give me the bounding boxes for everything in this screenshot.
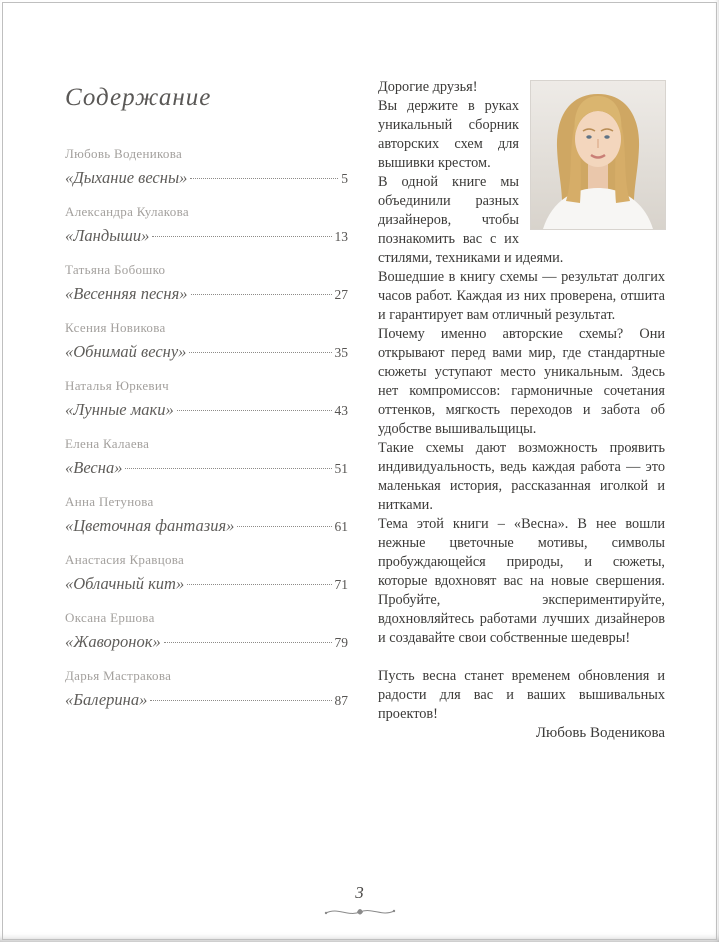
- letter-paragraph: В одной книге мы объединили разных дизайнеров, чтобы познакомить вас с их стилями, техниками и идеями.: [378, 174, 564, 266]
- toc-entry: [65, 668, 348, 710]
- toc-entry: [65, 262, 348, 304]
- letter-paragraph: Вошедшие в книгу схемы — результат долгих часов работ. Каждая из них проверена, отшита и гарантирует вам отличный результат.: [378, 269, 665, 323]
- letter-paragraph: Вы держите в руках уникальный сборник авторских схем для вышивки крестом.: [378, 98, 519, 171]
- toc-author: Дарья Мастракова: [65, 668, 172, 683]
- toc-entry: [65, 204, 348, 246]
- dot-leader: [187, 584, 331, 585]
- dot-leader: [190, 178, 338, 179]
- toc-work-title: «Весенняя песня»: [65, 284, 188, 303]
- letter-salutation: Дорогие друзья!: [378, 79, 478, 95]
- letter-paragraph: Тема этой книги – «Весна». В нее вошли нежные цветочные мотивы, символы пробуждающейся природы, и сюжеты, которые вдохновят вас на новые свершения. Пробуйте, экспериментируйте, вдохновляйтесь работами лучших дизайнеров и создавайте свои собственные шедевры!: [378, 516, 665, 646]
- toc-author: Александра Кулакова: [65, 204, 189, 219]
- dot-leader: [164, 642, 332, 643]
- toc-work-title: «Весна»: [65, 458, 123, 477]
- toc-author: Татьяна Бобошко: [65, 262, 166, 277]
- flourish-icon: [0, 905, 719, 924]
- toc-work-title: «Ландыши»: [65, 226, 150, 245]
- toc-title-row: [65, 574, 348, 594]
- toc-title-row: [65, 632, 348, 652]
- toc-entry: [65, 146, 348, 188]
- toc-entry: [65, 320, 348, 362]
- toc-title-row: [65, 342, 348, 362]
- toc-author: Анастасия Кравцова: [65, 552, 185, 567]
- toc-title-row: [65, 400, 348, 420]
- dot-leader: [189, 352, 331, 353]
- letter-paragraph: Почему именно авторские схемы? Они открывают перед вами мир, где стандартные сюжеты уступают место уникальным. Здесь нет компромиссов: гармоничные сочетания оттенков, мягкость переходов и забота об удобстве вышивальщицы.: [378, 326, 665, 437]
- toc-title-row: [65, 226, 348, 246]
- toc-title-row: [65, 168, 348, 188]
- dot-leader: [177, 410, 332, 411]
- toc-work-title: «Балерина»: [65, 690, 148, 709]
- dot-leader: [152, 236, 331, 237]
- toc-entry: [65, 436, 348, 478]
- toc-title-row: [65, 458, 348, 478]
- toc-author: Елена Калаева: [65, 436, 150, 451]
- dot-leader: [237, 526, 331, 527]
- toc-author: Любовь Воденикова: [65, 146, 183, 161]
- toc-entry: [65, 610, 348, 652]
- toc-entry: [65, 378, 348, 420]
- toc-page-number: 71: [334, 577, 348, 592]
- toc-entry: [65, 552, 348, 594]
- toc-page-number: 27: [334, 287, 348, 302]
- toc-work-title: «Цветочная фантазия»: [65, 516, 235, 535]
- table-of-contents: [65, 84, 348, 726]
- author-portrait-photo: [531, 81, 665, 229]
- editor-letter: [378, 78, 665, 744]
- toc-work-title: «Дыхание весны»: [65, 168, 188, 187]
- toc-page-number: 5: [341, 171, 348, 186]
- toc-title-row: [65, 516, 348, 536]
- toc-author: Ксения Новикова: [65, 320, 166, 335]
- toc-author: Наталья Юркевич: [65, 378, 169, 393]
- dot-leader: [125, 468, 331, 469]
- toc-title-row: [65, 690, 348, 710]
- dot-leader: [150, 700, 331, 701]
- letter-paragraph: Такие схемы дают возможность проявить индивидуальность, ведь каждая работа — это маленькая история, рассказанная иголкой и нитками.: [378, 440, 665, 513]
- letter-paragraph: Пусть весна станет временем обновления и радости для вас и ваших вышивальных проектов!: [378, 668, 665, 722]
- dot-leader: [191, 294, 332, 295]
- toc-work-title: «Лунные маки»: [65, 400, 174, 419]
- toc-page-number: 35: [334, 345, 348, 360]
- toc-page-number: 43: [334, 403, 348, 418]
- toc-work-title: «Облачный кит»: [65, 574, 185, 593]
- page-number: 3: [355, 883, 364, 902]
- toc-page-number: 51: [334, 461, 348, 476]
- toc-entry: [65, 494, 348, 536]
- toc-page-number: 13: [334, 229, 348, 244]
- toc-title: Содержание: [65, 84, 212, 111]
- toc-title-row: [65, 284, 348, 304]
- toc-work-title: «Обнимай весну»: [65, 342, 187, 361]
- letter-signature: Любовь Воденикова: [535, 725, 665, 741]
- page-footer: [0, 883, 719, 924]
- toc-author: Оксана Ершова: [65, 610, 155, 625]
- toc-page-number: 79: [334, 635, 348, 650]
- toc-page-number: 87: [334, 693, 348, 708]
- toc-page-number: 61: [334, 519, 348, 534]
- toc-author: Анна Петунова: [65, 494, 154, 509]
- toc-work-title: «Жаворонок»: [65, 632, 161, 651]
